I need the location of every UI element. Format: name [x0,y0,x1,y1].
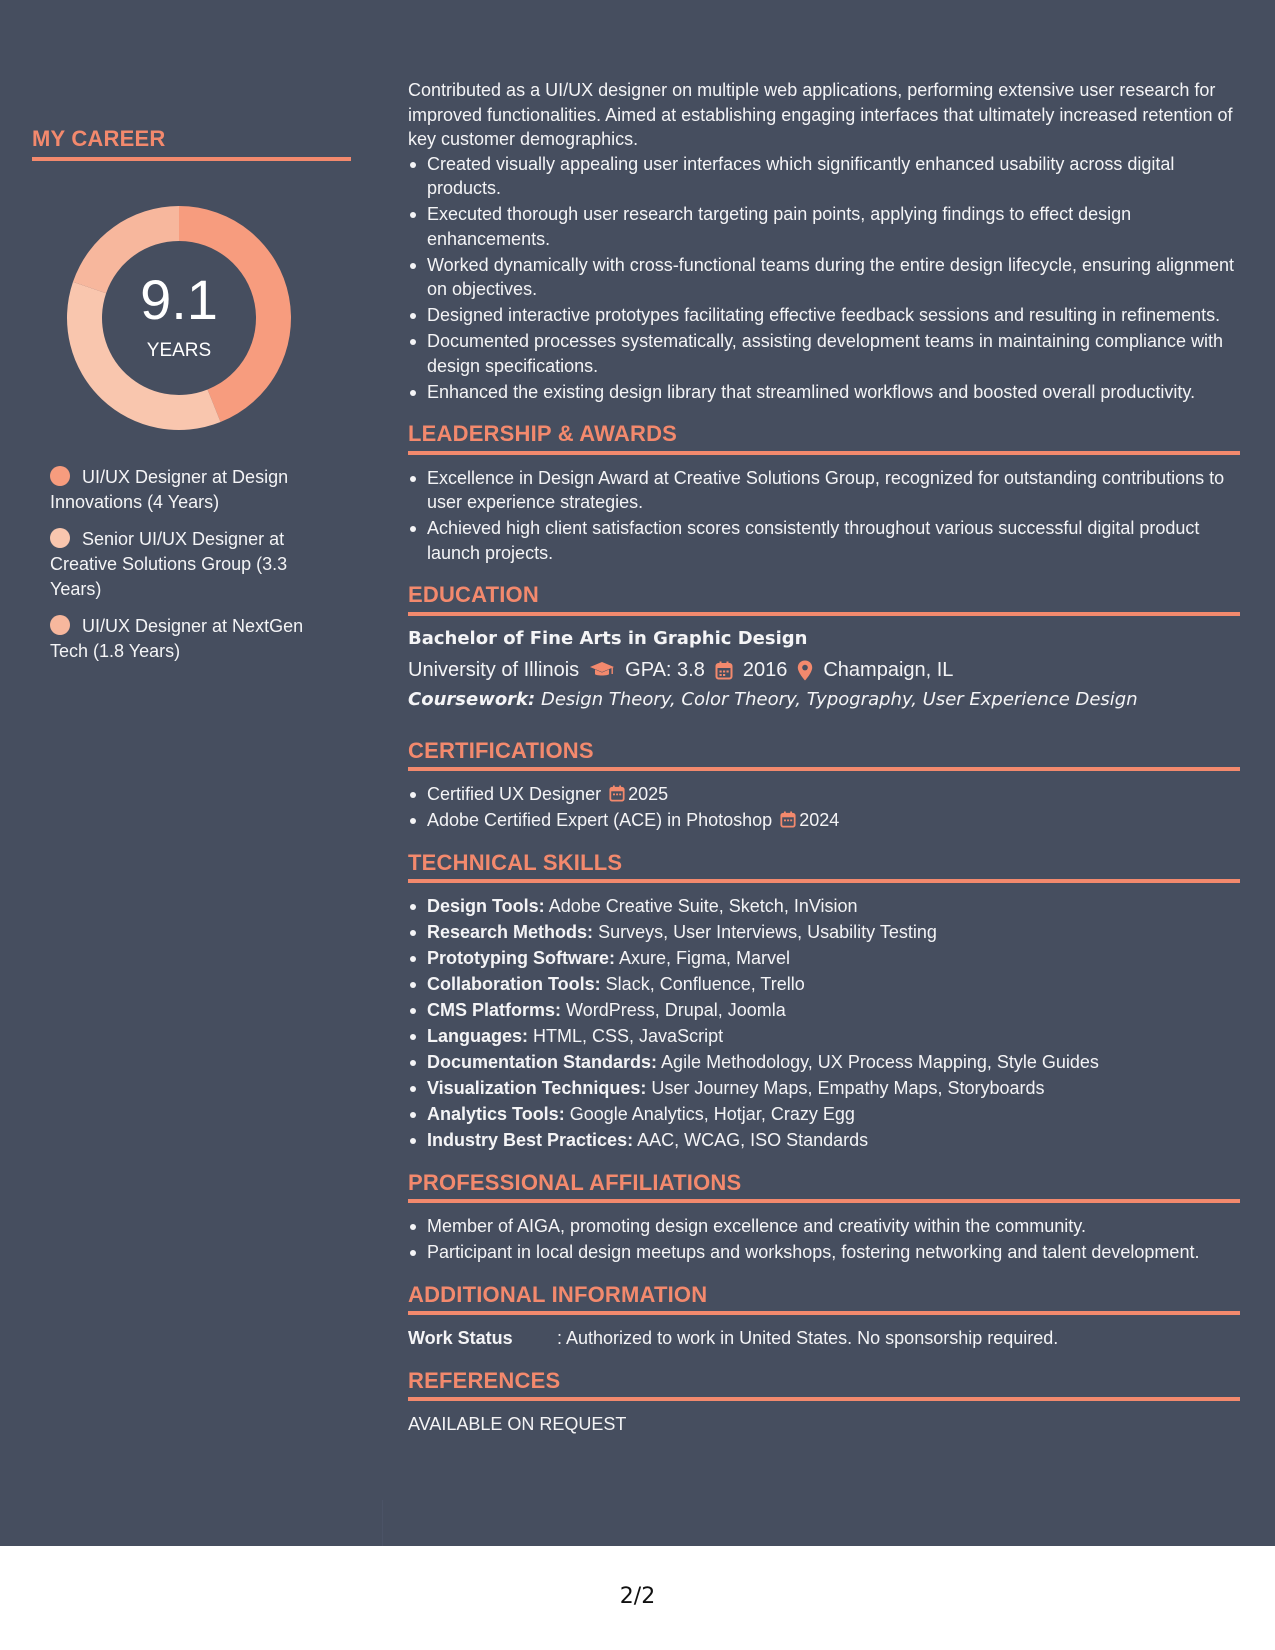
skill-label: Analytics Tools: [427,1104,565,1124]
education-meta [408,657,1240,683]
skill-value: Slack, Confluence, Trello [605,974,805,994]
additional-heading: ADDITIONAL INFORMATION [408,1283,1240,1316]
certifications-list [408,782,1240,833]
list-item [408,946,1240,971]
affiliations-list [408,1214,1240,1265]
list-item [408,1128,1240,1153]
career-heading-rule [32,157,351,161]
list-item: Enhanced the existing design library that streamlined workflows and boosted overall productivity. [408,380,1240,405]
affiliations-heading: PROFESSIONAL AFFILIATIONS [408,1171,1240,1204]
skills-heading: TECHNICAL SKILLS [408,851,1240,884]
skill-value: Axure, Figma, Marvel [619,948,791,968]
list-item [408,808,1240,833]
legend-item [50,527,340,602]
list-item: Created visually appealing user interfaces which significantly enhanced usability across digital products. [408,152,1240,201]
skill-label: Prototyping Software: [427,948,615,968]
leadership-list [408,466,1240,566]
work-status-label: Work Status [408,1328,513,1348]
legend-item [50,465,340,515]
skill-value: User Journey Maps, Empathy Maps, Storyboards [651,1078,1045,1098]
skill-value: AAC, WCAG, ISO Standards [637,1130,869,1150]
experience-bullets [408,152,1240,405]
certification-name: Certified UX Designer [427,784,602,804]
skill-value: Agile Methodology, UX Process Mapping, Style Guides [661,1052,1099,1072]
list-item [408,998,1240,1023]
skill-value: Adobe Creative Suite, Sketch, InVision [548,896,858,916]
list-item: Achieved high client satisfaction scores consistently throughout various successful digital product launch projects. [408,516,1240,565]
education-school: University of Illinois [408,659,580,681]
list-item: Executed thorough user research targeting pain points, applying findings to effect design enhancements. [408,202,1240,251]
skill-label: Languages: [427,1026,529,1046]
list-item [408,972,1240,997]
location-pin-icon [797,660,813,681]
certifications-heading: CERTIFICATIONS [408,739,1240,772]
list-item [408,920,1240,945]
certification-year: 2025 [628,784,669,804]
list-item: Documented processes systematically, assisting development teams in maintaining compliance with design specifications. [408,329,1240,378]
legend-dot [50,466,70,486]
graduation-cap-icon [589,661,615,679]
career-heading: MY CAREER [32,126,166,151]
skill-label: Collaboration Tools: [427,974,601,994]
skill-label: Documentation Standards: [427,1052,658,1072]
education-coursework [408,688,1240,713]
calendar-icon [780,811,796,828]
work-status-value: : Authorized to work in United States. No sponsorship required. [557,1328,1059,1348]
skill-value: HTML, CSS, JavaScript [533,1026,724,1046]
career-legend [50,465,340,676]
list-item [408,1050,1240,1075]
education-year: 2016 [742,659,788,681]
legend-dot [50,615,70,635]
skill-label: Design Tools: [427,896,545,916]
coursework-label: Coursework: [408,689,536,710]
references-text: AVAILABLE ON REQUEST [408,1414,627,1434]
list-item: Excellence in Design Award at Creative Solutions Group, recognized for outstanding contributions to user experience strategies. [408,466,1240,515]
leadership-heading: LEADERSHIP & AWARDS [408,422,1240,455]
main-content [408,78,1240,1437]
legend-item [50,614,340,664]
education-heading: EDUCATION [408,583,1240,616]
page-number: 2/2 [619,1584,656,1609]
education-location: Champaign, IL [823,659,954,681]
coursework-value: Design Theory, Color Theory, Typography, User Experience Design [540,689,1138,710]
calendar-icon [609,785,625,802]
education-gpa: GPA: 3.8 [625,659,705,681]
career-total-years: 9.1 [140,268,218,331]
skill-label: Visualization Techniques: [427,1078,647,1098]
list-item [408,1102,1240,1127]
list-item: Designed interactive prototypes facilitating effective feedback sessions and resulting in refinements. [408,303,1240,328]
list-item [408,894,1240,919]
list-item [408,782,1240,807]
page-footer [0,1546,1275,1650]
skills-list [408,894,1240,1153]
references-heading: REFERENCES [408,1369,1240,1402]
calendar-icon [715,661,733,680]
list-item: Worked dynamically with cross-functional teams during the entire design lifecycle, ensuring alignment on objectives. [408,253,1240,302]
skill-label: Research Methods: [427,922,594,942]
skill-value: Google Analytics, Hotjar, Crazy Egg [569,1104,855,1124]
education-degree: Bachelor of Fine Arts in Graphic Design [408,627,808,649]
work-status-row [408,1326,1240,1351]
column-divider [382,1500,383,1546]
list-item: Member of AIGA, promoting design excellence and creativity within the community. [408,1214,1240,1239]
list-item: Participant in local design meetups and workshops, fostering networking and talent development. [408,1240,1240,1265]
legend-label: Senior UI/UX Designer at Creative Solutions Group (3.3 Years) [50,529,288,599]
experience-summary: Contributed as a UI/UX designer on multiple web applications, performing extensive user research for improved functionalities. Aimed at establishing engaging interfaces that ultimately increased retention of key customer demographics. [408,80,1233,149]
legend-dot [50,528,70,548]
certification-name: Adobe Certified Expert (ACE) in Photoshop [427,810,773,830]
certification-year: 2024 [799,810,840,830]
skill-label: Industry Best Practices: [427,1130,634,1150]
legend-label: UI/UX Designer at NextGen Tech (1.8 Years) [50,616,304,661]
skill-label: CMS Platforms: [427,1000,562,1020]
list-item [408,1076,1240,1101]
skill-value: WordPress, Drupal, Joomla [566,1000,786,1020]
legend-label: UI/UX Designer at Design Innovations (4 Years) [50,467,289,512]
skill-value: Surveys, User Interviews, Usability Testing [598,922,937,942]
career-years-label: YEARS [146,340,212,361]
list-item [408,1024,1240,1049]
